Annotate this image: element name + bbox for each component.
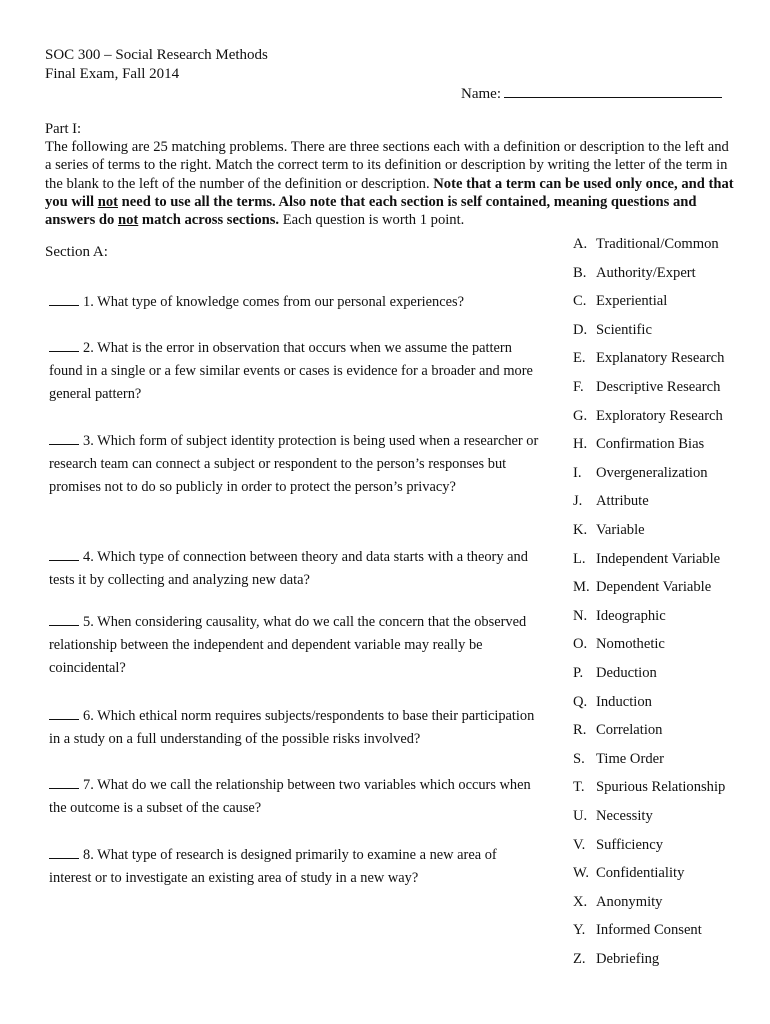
term-item [573, 920, 702, 940]
answer-blank[interactable] [49, 775, 79, 789]
term-letter: P. [573, 665, 584, 681]
term-item [573, 377, 720, 397]
question-text: 1. What type of knowledge comes from our personal experiences? [83, 294, 464, 310]
question-text: 2. What is the error in observation that occurs when we assume the pattern found in a single or a few similar events or cases is evidence for a broader and more general pattern? [49, 340, 533, 403]
term-text: Anonymity [596, 893, 663, 910]
term-letter: V. [573, 836, 586, 853]
term-text: Confidentiality [596, 865, 685, 882]
answer-blank[interactable] [49, 338, 79, 352]
term-text: Authority/Expert [596, 264, 696, 281]
question-item [49, 774, 539, 820]
question-item [49, 844, 539, 890]
term-item [573, 234, 719, 254]
term-letter: E. [573, 350, 586, 367]
term-letter: K. [573, 522, 588, 538]
term-item [573, 606, 666, 626]
instructions-bold-3: match across sections. [141, 212, 280, 229]
term-item [573, 406, 723, 426]
term-letter: M. [573, 579, 590, 596]
term-item [573, 749, 664, 769]
term-letter: T. [573, 779, 585, 796]
term-text: Attribute [596, 493, 649, 510]
answer-blank[interactable] [49, 547, 79, 561]
instructions-text [45, 138, 735, 229]
term-letter: I. [573, 464, 582, 481]
term-text: Experiential [596, 293, 668, 310]
term-letter: F. [573, 379, 584, 395]
term-item [573, 892, 662, 912]
term-letter: Q. [573, 693, 588, 710]
question-text: 8. What type of research is designed primarily to examine a new area of interest or to investigate an existing area of study in a new way? [49, 847, 497, 887]
term-item [573, 577, 711, 597]
answer-blank[interactable] [49, 706, 79, 720]
term-letter: C. [573, 293, 587, 310]
term-letter: A. [573, 236, 588, 252]
section-title: Section A: [45, 244, 108, 260]
term-letter: L. [573, 550, 586, 567]
term-letter: S. [573, 750, 585, 767]
term-text: Spurious Relationship [596, 779, 726, 796]
term-letter: N. [573, 607, 588, 624]
term-text: Traditional/Common [596, 236, 719, 252]
term-item [573, 291, 667, 311]
term-text: Dependent Variable [596, 579, 712, 596]
part-label: Part I: [45, 121, 82, 137]
name-field[interactable] [461, 83, 722, 103]
question-text: 6. Which ethical norm requires subjects/respondents to base their participation in a study on a full understanding of the possible risks involved? [49, 708, 535, 748]
answer-blank[interactable] [49, 431, 79, 445]
term-letter: G. [573, 407, 588, 424]
term-text: Necessity [596, 808, 653, 824]
question-text: 5. When considering causality, what do we call the concern that the observed relationship between the independent and dependent variable may really be coincidental? [49, 614, 527, 677]
term-item [573, 520, 645, 540]
instructions-not-2: not [117, 212, 139, 229]
instructions-bold-1: Note that a term can be used only once, and that you will [45, 175, 734, 210]
question-item [49, 546, 539, 592]
answer-blank[interactable] [49, 845, 79, 859]
term-text: Explanatory Research [596, 350, 725, 367]
term-item [573, 777, 725, 797]
term-text: Ideographic [596, 607, 666, 624]
question-text: 7. What do we call the relationship between two variables which occurs when the outcome is a subset of the cause? [49, 777, 531, 817]
term-letter: R. [573, 722, 587, 739]
instructions-bold-2: need to use all the terms. Also note that each section is self contained, meaning questions and answers do [45, 193, 697, 229]
instructions-plain: The following are 25 matching problems. There are three sections each with a definition or description to the left and a series of terms to the right. Match the correct term to its definition or description by writing the letter of the term in the blank to the left of the number of the definition or description. [45, 139, 729, 192]
exam-title: Final Exam, Fall 2014 [45, 65, 180, 82]
term-letter: H. [573, 436, 588, 453]
exam-header [45, 46, 268, 83]
term-text: Correlation [596, 722, 663, 739]
instructions [45, 120, 735, 229]
answer-blank[interactable] [49, 292, 79, 306]
term-item [573, 863, 684, 883]
term-letter: B. [573, 264, 587, 281]
term-letter: Z. [573, 951, 586, 967]
term-text: Variable [596, 522, 645, 538]
term-text: Independent Variable [596, 550, 721, 567]
term-text: Overgeneralization [596, 464, 708, 481]
question-item [49, 337, 539, 407]
term-text: Exploratory Research [596, 407, 723, 424]
term-text: Nomothetic [596, 636, 665, 653]
term-item [573, 949, 659, 969]
term-text: Deduction [596, 665, 657, 681]
term-item [573, 320, 652, 340]
name-label: Name: [461, 86, 501, 102]
term-text: Confirmation Bias [596, 436, 705, 453]
question-text: 3. Which form of subject identity protection is being used when a researcher or research team can connect a subject or respondent to the person’s responses but promises not to do so publicly in order to protect the person’s privacy? [49, 433, 539, 496]
term-item [573, 348, 724, 368]
answer-blank[interactable] [49, 612, 79, 626]
term-item [573, 434, 704, 454]
term-letter: J. [573, 493, 583, 510]
term-item [573, 835, 663, 855]
term-text: Descriptive Research [596, 379, 721, 395]
question-item [49, 705, 539, 751]
term-letter: Y. [573, 922, 586, 939]
instructions-tail: Each question is worth 1 point. [282, 212, 465, 229]
term-item [573, 549, 720, 569]
term-item [573, 692, 652, 712]
term-letter: D. [573, 321, 588, 338]
term-item [573, 263, 696, 283]
question-item [49, 611, 539, 681]
term-text: Debriefing [596, 951, 660, 967]
term-letter: O. [573, 636, 588, 653]
term-item [573, 806, 653, 826]
term-letter: X. [573, 893, 588, 910]
term-item [573, 634, 665, 654]
question-text: 4. Which type of connection between theory and data starts with a theory and tests it by collecting and analyzing new data? [49, 549, 528, 589]
term-item [573, 720, 662, 740]
term-letter: W. [573, 865, 590, 882]
term-item [573, 663, 657, 683]
term-item [573, 463, 708, 483]
question-item [49, 291, 539, 314]
instructions-not-1: not [97, 193, 118, 210]
term-text: Informed Consent [596, 922, 702, 939]
course-title: SOC 300 – Social Research Methods [45, 47, 268, 63]
term-text: Time Order [596, 750, 664, 767]
question-item [49, 430, 539, 500]
term-item [573, 491, 649, 511]
term-letter: U. [573, 808, 588, 824]
term-text: Sufficiency [596, 836, 664, 853]
name-blank[interactable] [504, 83, 722, 98]
term-text: Induction [596, 693, 652, 710]
term-text: Scientific [596, 321, 652, 338]
